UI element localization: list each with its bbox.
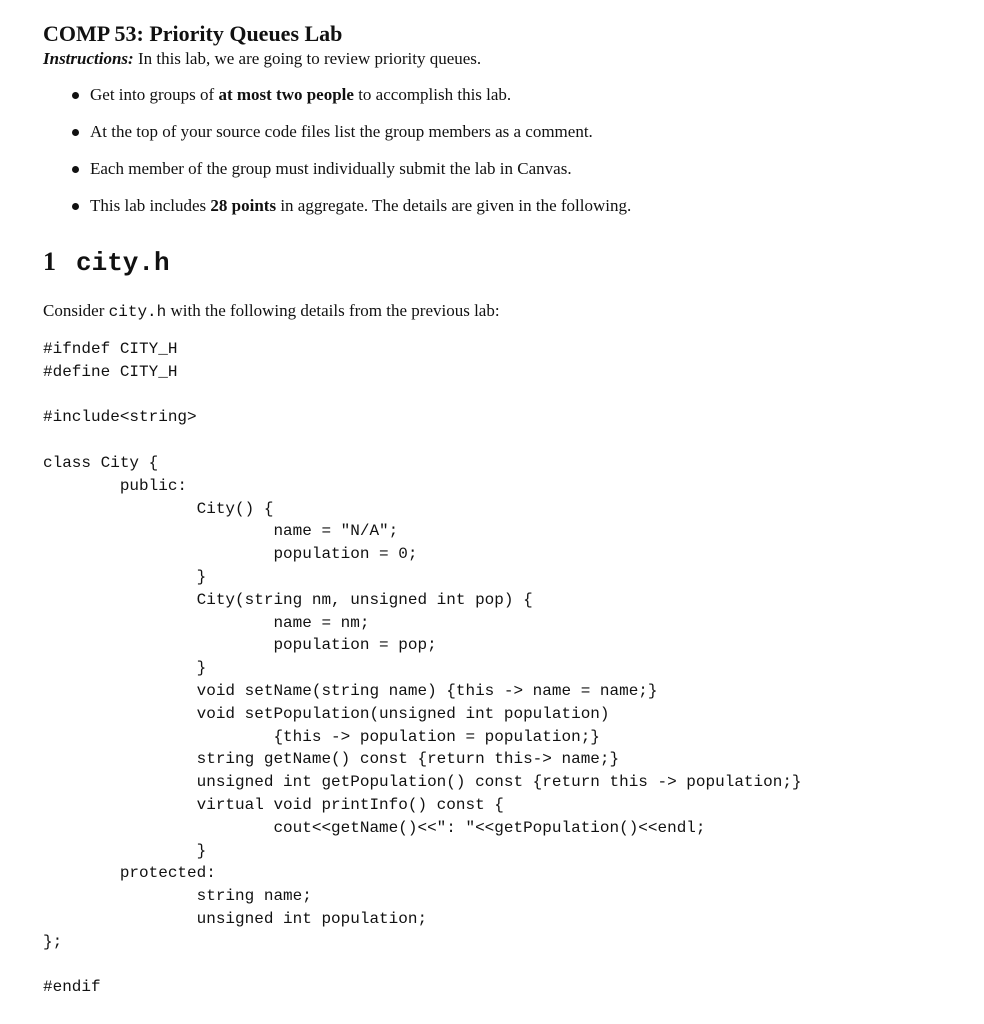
code-line: virtual void printInfo() const {: [43, 795, 504, 814]
bullet-icon: [72, 166, 79, 173]
bullet-icon: [72, 203, 79, 210]
code-block: [43, 338, 963, 999]
bullet-icon: [72, 129, 79, 136]
list-item-bold: at most two people: [218, 85, 354, 104]
code-line: [43, 384, 963, 407]
list-item-text: Each member of the group must individually submit the lab in Canvas.: [90, 159, 572, 178]
list-item: [43, 195, 963, 217]
code-line: #define CITY_H: [43, 362, 178, 381]
code-line: cout<<getName()<<": "<<getPopulation()<<endl;: [43, 818, 706, 837]
code-line: }: [43, 841, 207, 860]
code-line: string name;: [43, 887, 312, 906]
list-item: [43, 84, 963, 106]
list-item: [43, 121, 963, 143]
intro-text: with the following details from the previous lab:: [166, 301, 500, 320]
section-heading: [43, 247, 963, 278]
bullet-icon: [72, 92, 79, 99]
code-line: {this -> population = population;}: [43, 727, 600, 746]
code-line: City() {: [43, 499, 274, 518]
code-line: name = "N/A";: [43, 522, 399, 541]
section-number: 1: [43, 247, 56, 276]
code-line: }: [43, 567, 207, 586]
instructions-lead: Instructions:: [43, 49, 134, 68]
code-line: }: [43, 659, 207, 678]
instructions: [43, 48, 963, 70]
code-line: protected:: [43, 864, 216, 883]
list-item-text: Get into groups of: [90, 85, 219, 104]
document-page: [43, 20, 963, 999]
code-line: };: [43, 932, 63, 951]
code-line: population = 0;: [43, 545, 418, 564]
code-line: void setName(string name) {this -> name = name;}: [43, 681, 658, 700]
intro-text: Consider: [43, 301, 109, 320]
code-line: #ifndef CITY_H: [43, 340, 178, 358]
instructions-list: [43, 84, 963, 217]
list-item-text: At the top of your source code files list the group members as a comment.: [90, 122, 593, 141]
code-line: unsigned int population;: [43, 909, 428, 928]
list-item-text: in aggregate. The details are given in the following.: [276, 196, 632, 215]
instructions-text: In this lab, we are going to review priority queues.: [133, 49, 482, 68]
list-item-text: to accomplish this lab.: [353, 85, 512, 104]
intro-code: city.h: [108, 303, 167, 321]
code-line: public:: [43, 476, 188, 495]
page-title: COMP 53: Priority Queues Lab: [43, 21, 343, 46]
code-line: class City {: [43, 453, 159, 472]
section-name: city.h: [76, 248, 170, 278]
section-intro: [43, 300, 963, 323]
list-item: [43, 158, 963, 180]
code-line: string getName() const {return this-> name;}: [43, 750, 620, 769]
code-line: #endif: [43, 978, 101, 997]
code-line: #include<string>: [43, 408, 197, 427]
code-line: [43, 954, 963, 977]
list-item-bold: 28 points: [210, 196, 277, 215]
code-line: name = nm;: [43, 613, 370, 632]
code-line: unsigned int getPopulation() const {return this -> population;}: [43, 773, 802, 792]
list-item-text: This lab includes: [90, 196, 211, 215]
code-line: City(string nm, unsigned int pop) {: [43, 590, 533, 609]
code-line: population = pop;: [43, 636, 437, 655]
code-line: [43, 429, 963, 452]
code-line: void setPopulation(unsigned int population): [43, 704, 610, 723]
